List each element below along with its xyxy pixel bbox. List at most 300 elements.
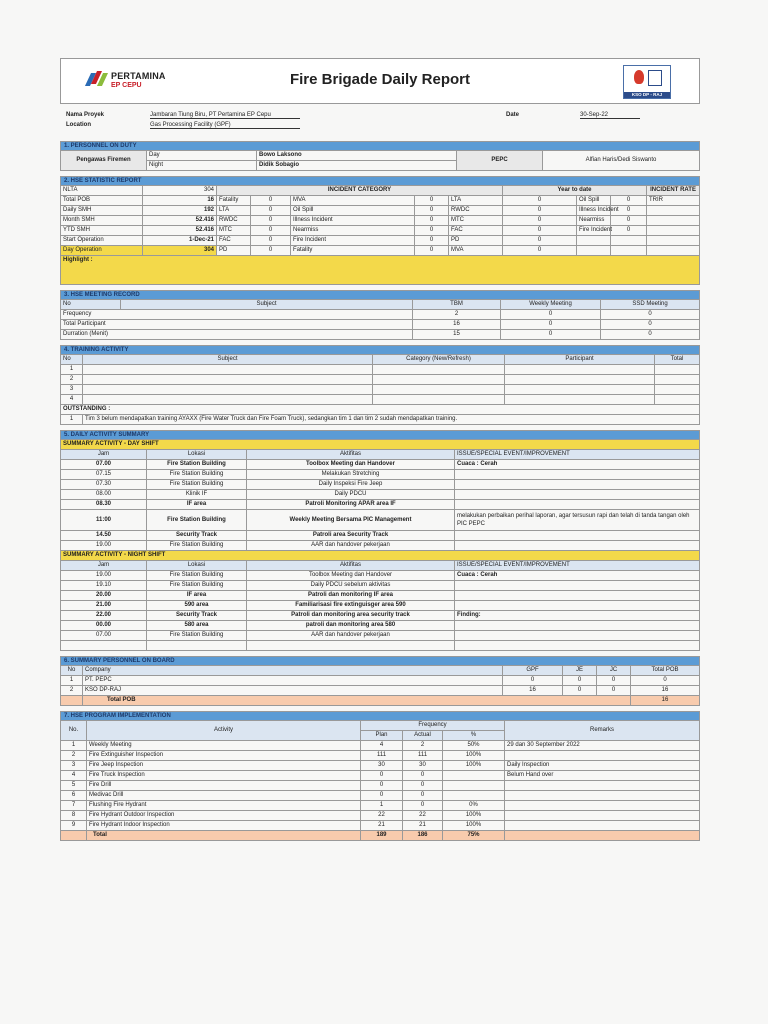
location-value: Gas Processing Facility (GPF) [150,122,300,129]
ytd-cat-a: MTC [449,216,503,226]
ytd-cat-a-value: 0 [503,236,577,246]
incident-cat-a: LTA [217,206,251,216]
activity-time: 19.10 [61,581,147,591]
program-row [61,811,700,821]
program-plan: 111 [361,751,403,761]
incident-cat-a: Fatality [217,196,251,206]
program-activity: Flushing Fire Hydrant [87,801,361,811]
ytd-cat-a: FAC [449,226,503,236]
activity-time: 14.50 [61,531,147,541]
program-activity: Fire Truck Inspection [87,771,361,781]
personnel-table [60,150,700,171]
report-title: Fire Brigade Daily Report [289,71,471,88]
activity-time: 19.00 [61,571,147,581]
activity-location: Klinik IF [147,490,247,500]
section-program: 7. HSE PROGRAM IMPLEMENTATION [60,711,700,720]
program-plan: 30 [361,761,403,771]
activity-description: Melakukan Stretching [247,470,455,480]
highlight-box: Highlight : [61,256,700,285]
stat-value: 52.416 [143,226,217,236]
ytd-cat-a-value: 0 [503,196,577,206]
activity-time: 22.00 [61,611,147,621]
program-row [61,771,700,781]
pob-no: 2 [61,686,83,696]
stat-label: Total POB [61,196,143,206]
project-label: Nama Proyek [66,112,105,118]
location-label: Location [66,122,91,128]
day-activity-row [61,460,700,470]
activity-location: Fire Station Building [147,541,247,551]
pob-total: 16 [631,686,700,696]
program-activity: Fire Hydrant Outdoor Inspection [87,811,361,821]
activity-location: Fire Station Building [147,631,247,641]
outstanding-no: 1 [61,415,83,425]
date-label: Date [506,112,520,118]
program-row [61,791,700,801]
activity-location: Fire Station Building [147,510,247,531]
section-meeting: 3. HSE MEETING RECORD [60,290,700,299]
meeting-tbm: 16 [413,320,501,330]
activity-description: Daily Inspeksi Fire Jeep [247,480,455,490]
incident-cat-a: FAC [217,236,251,246]
training-header-participant: Participant [505,355,655,365]
outstanding-label: OUTSTANDING : [61,405,700,415]
program-pct [443,791,505,801]
training-row [61,365,700,375]
activity-location: Fire Station Building [147,480,247,490]
incident-cat-b: Nearmiss [291,226,415,236]
training-row [61,385,700,395]
meeting-tbm: 15 [413,330,501,340]
ytd-cat-b [577,236,611,246]
ytd-cat-b-value: 0 [611,206,647,216]
section-training: 4. TRAINING ACTIVITY [60,345,700,354]
night-activity-row [61,611,700,621]
kso-logo-tag: KSO DP - RAJ [624,92,670,98]
meeting-header-weekly: Weekly Meeting [501,300,601,310]
day-header-aktifitas: Aktifitas [247,450,455,460]
stat-label: Daily SMH [61,206,143,216]
pob-row [61,686,700,696]
ytd-cat-b-value [611,236,647,246]
incident-rate [647,226,700,236]
meeting-weekly: 0 [501,310,601,320]
incident-cat-a-value: 0 [251,216,291,226]
program-pct: 100% [443,821,505,831]
night-header-lokasi: Lokasi [147,561,247,571]
program-header-activity: Activity [87,721,361,741]
incident-rate: TRIR [647,196,700,206]
activity-location: IF area [147,500,247,510]
incident-cat-b-value: 0 [415,216,449,226]
building-icon [648,70,662,86]
ytd-cat-b: Nearmiss [577,216,611,226]
flame-icon [634,70,644,84]
stat-value: 304 [143,186,217,196]
ytd-cat-b [577,246,611,256]
night-activity-row [61,631,700,641]
activity-location: Fire Station Building [147,571,247,581]
day-issue-weather: Cuaca : Cerah [455,460,700,470]
ytd-cat-b-value: 0 [611,216,647,226]
pob-jc: 0 [597,676,631,686]
activity-time: 20.00 [61,591,147,601]
program-pct: 0% [443,801,505,811]
program-remarks: Daily Inspection [505,761,700,771]
program-total-pct: 75% [443,831,505,841]
incident-rate [647,216,700,226]
program-actual: 2 [403,741,443,751]
incident-cat-b: Illness Incident [291,216,415,226]
program-no: 3 [61,761,87,771]
stat-label: Start Operation [61,236,143,246]
activity-description: Patroli area Security Track [247,531,455,541]
incident-cat-b: Fatality [291,246,415,256]
meeting-ssd: 0 [601,320,700,330]
daily-activity-table [60,439,700,651]
incident-rate [647,206,700,216]
activity-description: patroli dan monitoring area 580 [247,621,455,631]
program-plan: 0 [361,771,403,781]
program-remarks [505,821,700,831]
stat-row [61,236,700,246]
activity-description: Patroli Monitoring APAR area IF [247,500,455,510]
activity-location: Security Track [147,531,247,541]
pob-header-gpf: GPF [503,666,563,676]
pob-gpf: 16 [503,686,563,696]
pob-row [61,676,700,686]
pob-jc: 0 [597,686,631,696]
activity-location: Fire Station Building [147,470,247,480]
shift-night-name: Didik Sobagio [257,161,457,171]
activity-time: 08.30 [61,500,147,510]
stat-label: NLTA [61,186,143,196]
ytd-cat-b-value [611,246,647,256]
pob-header-no: No [61,666,83,676]
activity-description: Patroli dan monitoring IF area [247,591,455,601]
meeting-table [60,299,700,340]
ytd-cat-b: Fire Incident [577,226,611,236]
day-activity-row [61,480,700,490]
stat-row [61,216,700,226]
stat-label: Month SMH [61,216,143,226]
incident-cat-a-value: 0 [251,236,291,246]
day-activity-row [61,541,700,551]
program-remarks [505,781,700,791]
program-remarks: Belum Hand over [505,771,700,781]
program-pct [443,771,505,781]
training-header-category: Category (New/Refresh) [373,355,505,365]
outstanding-text: Tim 3 belum mendapatkan training AYAXX (Fire Water Truck dan Fire Foam Truck), sedangkan tim 1 dan tim 2 sudah mendapatkan training. [83,415,700,425]
ytd-cat-b: Illness Incident [577,206,611,216]
ytd-cat-b-value: 0 [611,226,647,236]
year-to-date-header: Year to date [503,186,647,196]
program-row [61,821,700,831]
activity-time: 07.30 [61,480,147,490]
ytd-cat-a: MVA [449,246,503,256]
meeting-row-label: Total Participant [61,320,413,330]
ytd-cat-a: LTA [449,196,503,206]
activity-description: Familiarisasi fire extinguisger area 590 [247,601,455,611]
training-row-no: 3 [61,385,83,395]
incident-rate [647,246,700,256]
meeting-weekly: 0 [501,320,601,330]
meeting-header-ssd: SSD Meeting [601,300,700,310]
pob-je: 0 [563,676,597,686]
night-activity-row [61,571,700,581]
shift-day: Day [147,151,257,161]
program-total-actual: 186 [403,831,443,841]
brand-name: PERTAMINA [111,71,166,81]
activity-time: 11:00 [61,510,147,531]
section-personnel: 1. PERSONNEL ON DUTY [60,141,700,150]
pob-total-label: Total POB [83,696,631,706]
stat-value: 1-Dec-21 [143,236,217,246]
program-header-frequency: Frequency [361,721,505,731]
activity-location: IF area [147,591,247,601]
night-header-issue: ISSUE/SPECIAL EVENT/IMPROVEMENT [455,561,700,571]
pob-je: 0 [563,686,597,696]
pob-no: 1 [61,676,83,686]
night-shift-title: SUMMARY ACTIVITY - NIGHT SHIFT [61,551,700,561]
activity-time: 07.00 [61,460,147,470]
report-header [60,58,700,104]
meeting-ssd: 0 [601,310,700,320]
stat-row [61,206,700,216]
incident-cat-b-value: 0 [415,226,449,236]
program-remarks: 29 dan 30 September 2022 [505,741,700,751]
activity-description: Toolbox Meeting dan Handover [247,460,455,470]
incident-cat-a: RWDC [217,216,251,226]
incident-rate-header: INCIDENT RATE [647,186,700,196]
activity-time: 21.00 [61,601,147,611]
activity-description: Weekly Meeting Bersama PIC Management [247,510,455,531]
meeting-tbm: 2 [413,310,501,320]
ytd-cat-b: Oil Spill [577,196,611,206]
ytd-cat-a-value: 0 [503,206,577,216]
activity-location: Fire Station Building [147,460,247,470]
program-no: 6 [61,791,87,801]
meeting-row [61,320,700,330]
pob-total-value: 16 [631,696,700,706]
activity-location: Security Track [147,611,247,621]
meeting-header-no: No [61,300,121,310]
section-pob: 6. SUMMARY PERSONNEL ON BOARD [60,656,700,665]
pepc-value: Alfian Haris/Dedi Siswanto [543,151,700,171]
incident-cat-a-value: 0 [251,196,291,206]
ytd-cat-a: RWDC [449,206,503,216]
day-activity-row [61,490,700,500]
incident-cat-a: MTC [217,226,251,236]
night-header-jam: Jam [61,561,147,571]
program-row [61,741,700,751]
incident-cat-a-value: 0 [251,246,291,256]
training-row [61,395,700,405]
stat-row [61,246,700,256]
incident-cat-b: Oil Spill [291,206,415,216]
program-total-plan: 189 [361,831,403,841]
ytd-cat-a: PD [449,236,503,246]
activity-description: AAR dan handover pekerjaan [247,541,455,551]
incident-cat-b-value: 0 [415,236,449,246]
activity-time: 07.15 [61,470,147,480]
program-pct: 100% [443,811,505,821]
program-no: 9 [61,821,87,831]
program-no: 7 [61,801,87,811]
date-value: 30-Sep-22 [580,112,640,119]
stat-value: 304 [143,246,217,256]
meeting-row-label: Durration (Menit) [61,330,413,340]
program-actual: 30 [403,761,443,771]
program-header-no: No. [61,721,87,741]
meeting-header-tbm: TBM [413,300,501,310]
day-activity-row [61,510,700,531]
program-actual: 0 [403,781,443,791]
ytd-cat-b-value: 0 [611,196,647,206]
pob-header-jc: JC [597,666,631,676]
pob-gpf: 0 [503,676,563,686]
day-activity-row [61,531,700,541]
program-no: 5 [61,781,87,791]
pob-company: PT. PEPC [83,676,503,686]
program-remarks [505,811,700,821]
meeting-row [61,330,700,340]
program-activity: Fire Jeep Inspection [87,761,361,771]
incident-category-header: INCIDENT CATEGORY [217,186,503,196]
program-activity: Weekly Meeting [87,741,361,751]
incident-cat-a: PD [217,246,251,256]
pob-header-company: Company [83,666,503,676]
day-header-issue: ISSUE/SPECIAL EVENT/IMPROVEMENT [455,450,700,460]
program-plan: 0 [361,781,403,791]
meeting-row-label: Frequency [61,310,413,320]
program-plan: 1 [361,801,403,811]
training-header-total: Total [655,355,700,365]
activity-time: 08.00 [61,490,147,500]
pob-header-total: Total POB [631,666,700,676]
program-row [61,781,700,791]
day-header-lokasi: Lokasi [147,450,247,460]
training-row-no: 2 [61,375,83,385]
meeting-ssd: 0 [601,330,700,340]
shift-night: Night [147,161,257,171]
program-actual: 0 [403,801,443,811]
program-row [61,751,700,761]
program-header-actual: Actual [403,731,443,741]
incident-cat-b: Fire Incident [291,236,415,246]
program-header-pct: % [443,731,505,741]
section-daily: 5. DAILY ACTIVITY SUMMARY [60,430,700,439]
activity-time: 07.00 [61,631,147,641]
program-activity: Fire Hydrant Indoor Inspection [87,821,361,831]
night-header-aktifitas: Aktifitas [247,561,455,571]
program-activity: Medivac Drill [87,791,361,801]
incident-cat-b-value: 0 [415,246,449,256]
program-remarks [505,751,700,761]
program-row [61,801,700,811]
training-header-no: No [61,355,83,365]
ytd-cat-a-value: 0 [503,246,577,256]
training-row-no: 1 [61,365,83,375]
kso-logo [623,65,671,99]
program-total-label: Total [87,831,361,841]
stat-value: 52.416 [143,216,217,226]
program-plan: 0 [361,791,403,801]
day-header-jam: Jam [61,450,147,460]
pob-company: KSO DP-RAJ [83,686,503,696]
stat-value: 192 [143,206,217,216]
night-issue-finding: Finding: [455,611,700,621]
activity-description: Patroli dan monitoring area security track [247,611,455,621]
program-activity: Fire Drill [87,781,361,791]
brand-sub: EP CEPU [111,82,142,89]
program-no: 8 [61,811,87,821]
training-header-subject: Subject [83,355,373,365]
activity-description: Daily PDCU sebelum aktivitas [247,581,455,591]
incident-cat-b-value: 0 [415,196,449,206]
night-activity-row [61,591,700,601]
program-header-remarks: Remarks [505,721,700,741]
training-row-no: 4 [61,395,83,405]
pepc-label: PEPC [457,151,543,171]
program-pct: 50% [443,741,505,751]
night-activity-row [61,621,700,631]
program-actual: 0 [403,791,443,801]
program-no: 4 [61,771,87,781]
meeting-row [61,310,700,320]
pob-header-je: JE [563,666,597,676]
report-sheet [60,58,700,841]
ytd-cat-a-value: 0 [503,216,577,226]
program-actual: 0 [403,771,443,781]
stat-row [61,226,700,236]
stat-label: Day Operation [61,246,143,256]
program-plan: 21 [361,821,403,831]
incident-cat-b-value: 0 [415,206,449,216]
activity-time: 00.00 [61,621,147,631]
program-pct: 100% [443,761,505,771]
activity-description: AAR dan handover pekerjaan [247,631,455,641]
pob-table [60,665,700,706]
meeting-header-subject: Subject [121,300,413,310]
night-issue-weather: Cuaca : Cerah [455,571,700,581]
stat-label: YTD SMH [61,226,143,236]
program-no: 1 [61,741,87,751]
program-actual: 22 [403,811,443,821]
section-statistic: 2. HSE STATISTIC REPORT [60,176,700,185]
meeting-weekly: 0 [501,330,601,340]
day-activity-row [61,470,700,480]
pob-total: 0 [631,676,700,686]
incident-cat-b: MVA [291,196,415,206]
program-no: 2 [61,751,87,761]
statistic-table [60,185,700,285]
ytd-cat-a-value: 0 [503,226,577,236]
activity-description: Toolbox Meeting dan Handover [247,571,455,581]
training-row [61,375,700,385]
program-actual: 21 [403,821,443,831]
activity-description: Daily PDCU [247,490,455,500]
program-plan: 4 [361,741,403,751]
program-actual: 111 [403,751,443,761]
supervisor-role: Pengawas Firemen [61,151,147,171]
program-remarks [505,801,700,811]
incident-cat-a-value: 0 [251,226,291,236]
program-table [60,720,700,841]
program-activity: Fire Extinguisher Inspection [87,751,361,761]
program-pct: 100% [443,751,505,761]
shift-day-name: Bowo Laksono [257,151,457,161]
